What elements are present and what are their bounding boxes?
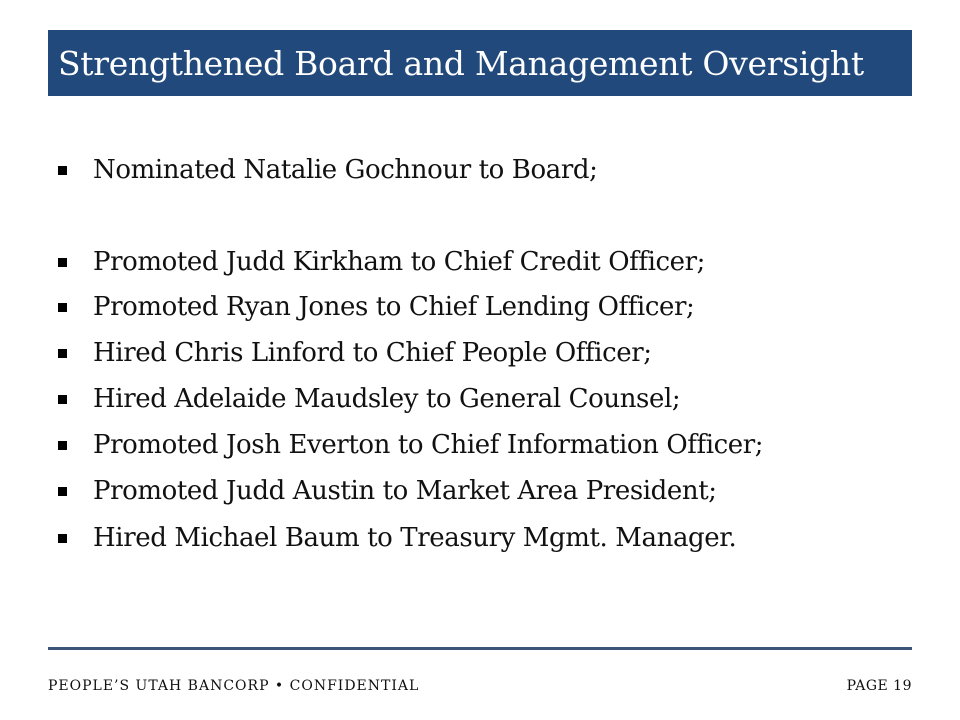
footer-divider xyxy=(48,647,912,650)
bullet-text: Hired Michael Baum to Treasury Mgmt. Manager. xyxy=(93,523,737,553)
square-bullet-icon xyxy=(58,258,67,267)
list-item xyxy=(58,520,736,556)
footer-company-label: PEOPLE’S UTAH BANCORP • CONFIDENTIAL xyxy=(48,678,420,694)
square-bullet-icon xyxy=(58,487,67,496)
square-bullet-icon xyxy=(58,303,67,312)
bullet-text: Promoted Ryan Jones to Chief Lending Officer; xyxy=(93,292,695,322)
square-bullet-icon xyxy=(58,441,67,450)
square-bullet-icon xyxy=(58,395,67,404)
list-item xyxy=(58,473,717,509)
list-item xyxy=(58,381,680,417)
list-item xyxy=(58,289,694,325)
list-item xyxy=(58,335,652,371)
square-bullet-icon xyxy=(58,349,67,358)
page-number: PAGE 19 xyxy=(846,678,912,694)
bullet-text: Promoted Judd Austin to Market Area President; xyxy=(93,476,717,506)
bullet-text: Hired Chris Linford to Chief People Officer; xyxy=(93,338,652,368)
list-item xyxy=(58,244,705,280)
square-bullet-icon xyxy=(58,534,67,543)
bullet-text: Nominated Natalie Gochnour to Board; xyxy=(93,155,598,185)
list-item xyxy=(58,427,763,463)
slide-title: Strengthened Board and Management Oversight xyxy=(58,43,864,83)
bullet-text: Promoted Josh Everton to Chief Information Officer; xyxy=(93,430,764,460)
bullet-text: Promoted Judd Kirkham to Chief Credit Officer; xyxy=(93,247,706,277)
bullet-text: Hired Adelaide Maudsley to General Counsel; xyxy=(93,384,681,414)
list-item xyxy=(58,152,597,188)
square-bullet-icon xyxy=(58,166,67,175)
